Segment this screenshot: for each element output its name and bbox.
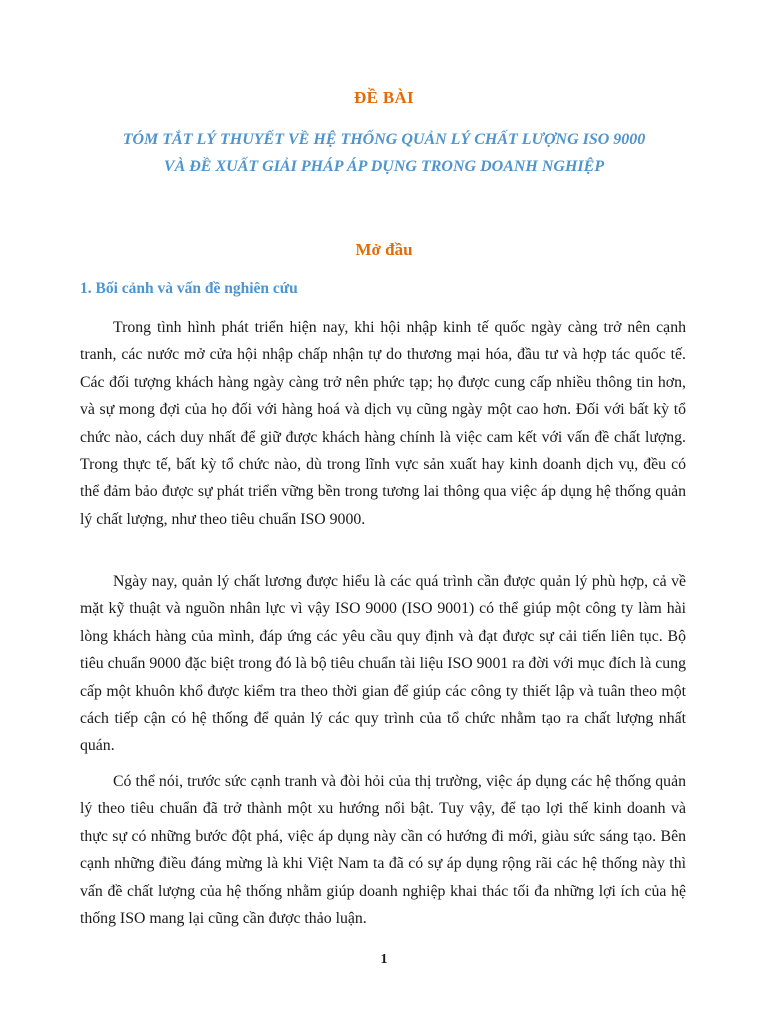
- page-number: 1: [380, 952, 388, 967]
- section-heading: 1. Bối cảnh và vấn đề nghiên cứu: [80, 280, 298, 297]
- body-paragraph-3: Có thể nói, trước sức cạnh tranh và đòi hỏi của thị trường, việc áp dụng các hệ thống quản lý theo tiêu chuẩn đã trở thành một xu hướng nổi bật. Tuy vậy, để tạo lợi thế kinh doanh và thực sự có những bước đột phá, việc áp dụng này cần có hướng đi mới, giàu sức sáng tạo. Bên cạnh những điều đáng mừng là khi Việt Nam ta đã có sự áp dụng rộng rãi các hệ thống này thì vấn đề chất lượng của hệ thống nhằm giúp doanh nghiệp khai thác tối đa những lợi ích của hệ thống ISO mang lại cũng cần được thảo luận.: [80, 773, 686, 928]
- document-title-line-1: TÓM TẮT LÝ THUYẾT VỀ HỆ THỐNG QUẢN LÝ CHẤT LƯỢNG ISO 9000: [122, 131, 646, 148]
- document-title-line-2: VÀ ĐỀ XUẤT GIẢI PHÁP ÁP DỤNG TRONG DOANH NGHIỆP: [163, 158, 605, 175]
- document-label: ĐỀ BÀI: [354, 88, 414, 107]
- document-title: [40, 126, 728, 180]
- body-paragraph-1: Trong tình hình phát triển hiện nay, khi hội nhập kinh tế quốc ngày càng trở nên cạnh tranh, các nước mở cửa hội nhập chấp nhận tự do thương mại hóa, đầu tư và hợp tác quốc tế. Các đối tượng khách hàng ngày càng trở nên phức tạp; họ được cung cấp nhiều thông tin hơn, và sự mong đợi của họ đối với hàng hoá và dịch vụ cũng ngày một cao hơn. Đối với bất kỳ tổ chức nào, cách duy nhất để giữ được khách hàng chính là việc cam kết với vấn đề chất lượng. Trong thực tế, bất kỳ tổ chức nào, dù trong lĩnh vực sản xuất hay kinh doanh dịch vụ, đều có thể đảm bảo được sự phát triển vững bền trong tương lai thông qua việc áp dụng hệ thống quản lý chất lượng, như theo tiêu chuẩn ISO 9000.: [80, 319, 686, 528]
- intro-heading: Mở đầu: [355, 240, 413, 259]
- body-paragraph-2: Ngày nay, quản lý chất lương được hiểu là các quá trình cần được quản lý phù hợp, cả về mặt kỹ thuật và nguồn nhân lực vì vậy ISO 9000 (ISO 9001) có thể giúp một công ty làm hài lòng khách hàng của mình, đáp ứng các yêu cầu quy định và đạt được sự cải tiến liên tục. Bộ tiêu chuẩn 9000 đặc biệt trong đó là bộ tiêu chuẩn tài liệu ISO 9001 ra đời với mục đích là cung cấp một khuôn khổ được kiểm tra theo thời gian để giúp các công ty thiết lập và tuân theo một cách tiếp cận có hệ thống để quản lý các quy trình của tổ chức nhằm tạo ra chất lượng nhất quán.: [80, 573, 686, 755]
